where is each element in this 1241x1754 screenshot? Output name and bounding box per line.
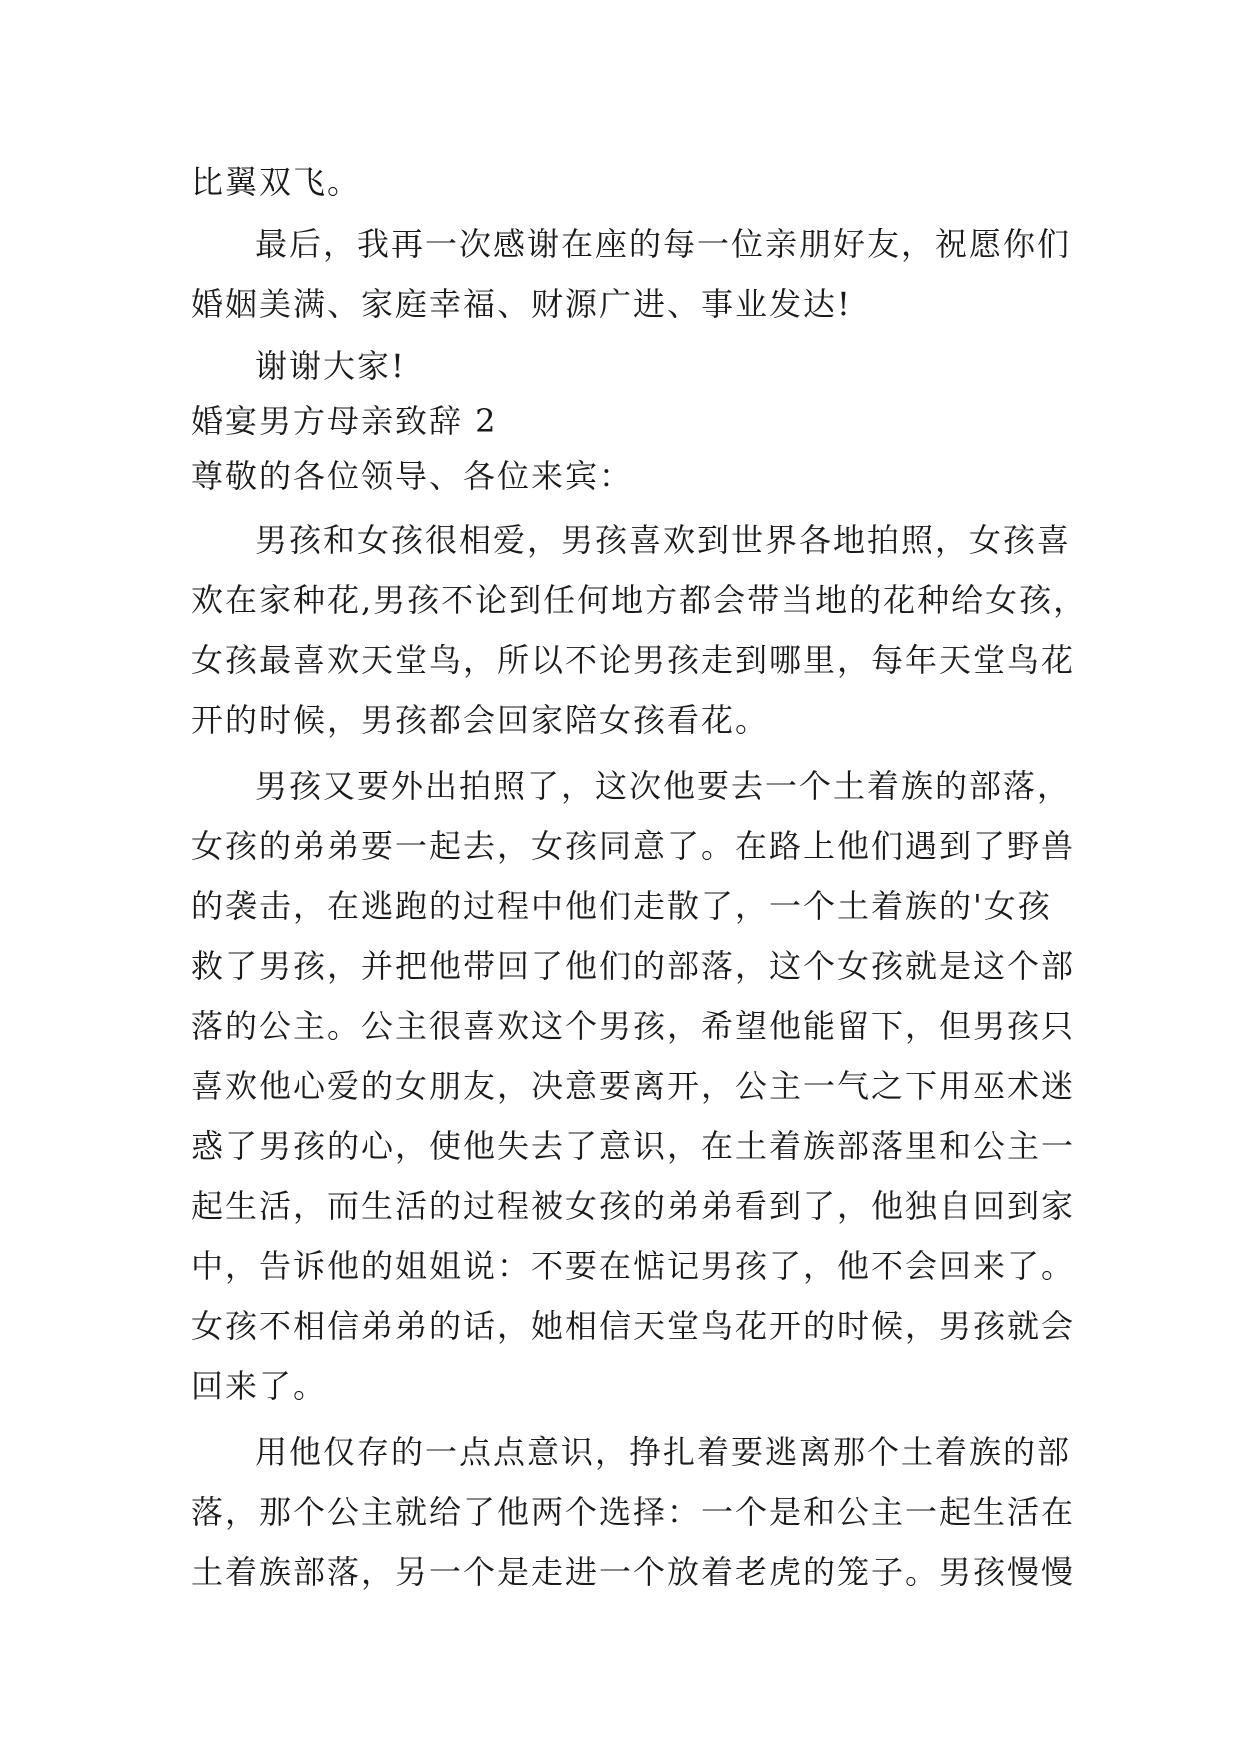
document-body	[191, 152, 1088, 1602]
paragraph-first-line: 用他仅存的一点点意识，挣扎着要逃离那个土着族的部	[255, 1433, 1072, 1471]
text-line: 落，那个公主就给了他两个选择：一个是和公主一起生活在	[191, 1493, 1076, 1531]
paragraph-first-line: 谢谢大家!	[255, 347, 406, 385]
text-line: 中，告诉他的姐姐说：不要在惦记男孩了，他不会回来了。	[191, 1247, 1076, 1285]
text-line: 女孩最喜欢天堂鸟，所以不论男孩走到哪里，每年天堂鸟花	[191, 641, 1076, 679]
text-line: 起生活，而生活的过程被女孩的弟弟看到了，他独自回到家	[191, 1187, 1076, 1225]
paragraph-first-line: 最后，我再一次感谢在座的每一位亲朋好友，祝愿你们	[255, 225, 1072, 263]
paragraph-first-line: 男孩又要外出拍照了，这次他要去一个土着族的部落，	[255, 767, 1072, 805]
section-heading: 婚宴男方母亲致辞 2	[191, 402, 498, 440]
text-line: 落的公主。公主很喜欢这个男孩，希望他能留下，但男孩只	[191, 1007, 1076, 1045]
salutation: 尊敬的各位领导、各位来宾：	[191, 457, 634, 495]
text-line: 惑了男孩的心，使他失去了意识，在土着族部落里和公主一	[191, 1127, 1076, 1165]
text-line: 女孩不相信弟弟的话，她相信天堂鸟花开的时候，男孩就会	[191, 1307, 1076, 1345]
paragraph-first-line: 男孩和女孩很相爱，男孩喜欢到世界各地拍照，女孩喜	[255, 521, 1072, 559]
text-line: 救了男孩，并把他带回了他们的部落，这个女孩就是这个部	[191, 947, 1076, 985]
text-line: 回来了。	[191, 1367, 328, 1405]
text-line: 的袭击，在逃跑的过程中他们走散了，一个土着族的'女孩	[191, 887, 1052, 925]
text-line: 土着族部落，另一个是走进一个放着老虎的笼子。男孩慢慢	[191, 1553, 1076, 1591]
text-line: 比翼双飞。	[191, 163, 362, 201]
text-line: 婚姻美满、家庭幸福、财源广进、事业发达!	[191, 285, 852, 323]
text-line: 开的时候，男孩都会回家陪女孩看花。	[191, 701, 770, 739]
text-line: 欢在家种花,男孩不论到任何地方都会带当地的花种给女孩，	[191, 581, 1088, 619]
text-line: 女孩的弟弟要一起去，女孩同意了。在路上他们遇到了野兽	[191, 827, 1076, 865]
text-line: 喜欢他心爱的女朋友，决意要离开，公主一气之下用巫术迷	[191, 1067, 1076, 1105]
